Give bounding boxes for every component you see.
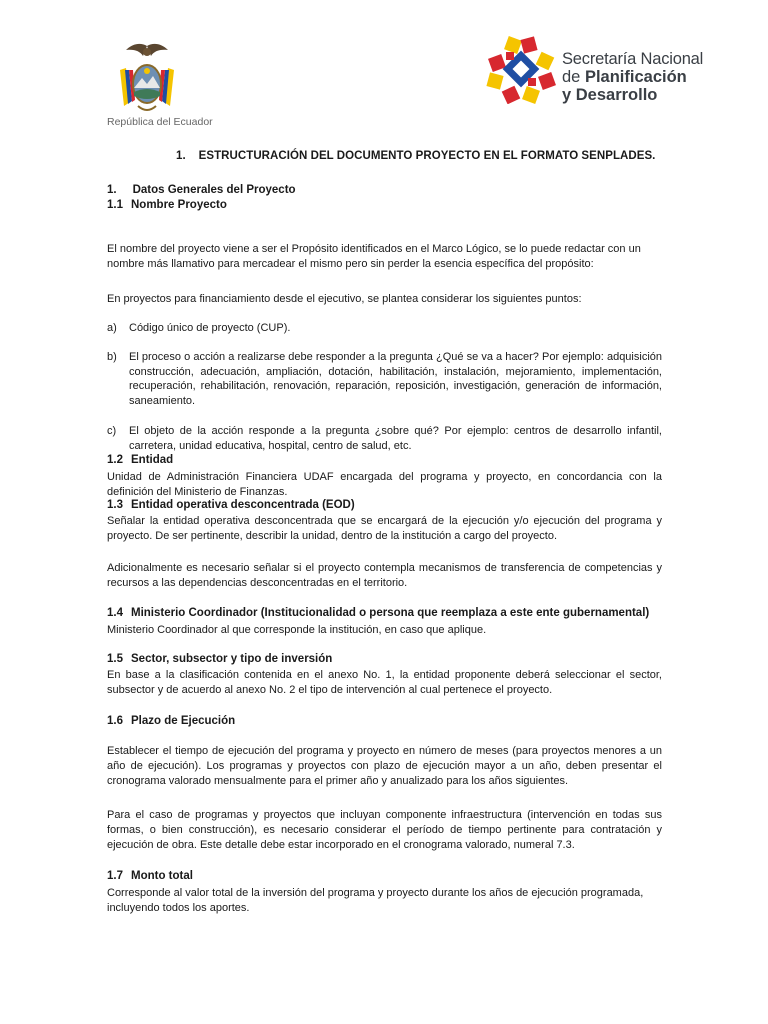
list-text: Código único de proyecto (CUP). (129, 322, 291, 334)
agency-name (562, 50, 703, 104)
list-marker: a) (107, 322, 117, 334)
paragraph-entidad: Unidad de Administración Financiera UDAF encargada del programa y proyecto, en concordancia con la definición del Ministerio de Finanzas. (107, 471, 662, 498)
section-1-heading: 1. Datos Generales del Proyecto (107, 184, 296, 196)
senplades-logo-icon (486, 36, 556, 104)
paragraph-financiamiento: En proyectos para financiamiento desde el ejecutivo, se plantea considerar los siguientes puntos: (107, 293, 582, 305)
agency-line2-prefix: de (562, 68, 581, 86)
section-number: 1.5 (107, 653, 123, 665)
section-number: 1.3 (107, 499, 123, 511)
section-1-3-heading (107, 499, 355, 511)
list-text: El objeto de la acción responde a la pregunta ¿sobre qué? Por ejemplo: centros de desarrollo infantil, carretera, unidad educativa, hospital, centro de salud, etc. (129, 425, 662, 452)
list-marker: b) (107, 351, 117, 363)
document-title: 1. ESTRUCTURACIÓN DEL DOCUMENTO PROYECTO EN EL FORMATO SENPLADES. (176, 150, 656, 162)
section-title: Ministerio Coordinador (Institucionalidad o persona que reemplaza a este ente gubernamental) (131, 607, 650, 619)
section-title: Nombre Proyecto (131, 199, 227, 211)
section-1-6-heading (107, 715, 235, 727)
agency-line2-bold: Planificación (584, 68, 687, 86)
section-number: 1.1 (107, 199, 123, 211)
section-number: 1.6 (107, 715, 123, 727)
coat-of-arms-icon (112, 40, 182, 118)
section-title: Entidad operativa desconcentrada (EOD) (131, 499, 355, 511)
agency-line2 (562, 68, 703, 86)
section-1-4-heading (107, 607, 649, 619)
section-1-7-heading (107, 870, 193, 882)
section-number: 1.4 (107, 607, 123, 619)
section-title: Sector, subsector y tipo de inversión (131, 653, 333, 665)
paragraph-sector: En base a la clasificación contenida en el anexo No. 1, la entidad proponente deberá seleccionar el sector, subsector y de acuerdo al anexo No. 2 el tipo de intervención al cual pertenece el proyecto. (107, 669, 662, 696)
section-title: Plazo de Ejecución (131, 715, 236, 727)
agency-line1: Secretaría Nacional (562, 50, 704, 68)
list-item-a (107, 321, 662, 336)
section-number: 1.7 (107, 870, 123, 882)
section-title: Monto total (131, 870, 193, 882)
agency-line3: y Desarrollo (562, 86, 658, 104)
paragraph-plazo-2: Para el caso de programas y proyectos que incluyan componente infraestructura (intervención en todas sus formas, o bien construcción), es necesario considerar el período de tiempo pertinente para contratación y ejecución de obra. Este detalle debe estar incorporado en el cronograma valorado, numeral 7.3. (107, 809, 662, 851)
section-1-5-heading (107, 653, 332, 665)
republic-label: República del Ecuador (107, 116, 213, 128)
paragraph-eod-1: Señalar la entidad operativa desconcentrada que se encargará de la ejecución y/o ejecución del programa y proyecto. De ser pertinente, describir la unidad, dentro de la institución a cargo del proyecto. (107, 515, 662, 542)
paragraph-ministerio: Ministerio Coordinador al que corresponde la institución, en caso que aplique. (107, 624, 487, 636)
paragraph-monto: Corresponde al valor total de la inversión del programa y proyecto durante los años de ejecución programada, incluyendo todos los aportes. (107, 887, 644, 914)
section-1-1-heading (107, 199, 227, 211)
section-number: 1.2 (107, 454, 123, 466)
section-1-2-heading (107, 454, 173, 466)
list-marker: c) (107, 425, 117, 437)
list-item-b (107, 350, 662, 408)
section-title: Entidad (131, 454, 174, 466)
list-item-c (107, 424, 662, 453)
paragraph-eod-2: Adicionalmente es necesario señalar si el proyecto contempla mecanismos de transferencia de competencias y recursos a las dependencias desconcentradas en el territorio. (107, 562, 662, 589)
paragraph-nombre: El nombre del proyecto viene a ser el Propósito identificados en el Marco Lógico, se lo puede redactar con un nombre más llamativo para mercadear el mismo pero sin perder la esencia específica del propósito: (107, 243, 641, 270)
paragraph-plazo-1: Establecer el tiempo de ejecución del programa y proyecto en número de meses (para proyectos menores a un año de ejecución). Los programas y proyectos con plazo de ejecución mayor a un año, deben presentar el cronograma valorado mensualmente para el primer año y anualizado para los años siguientes. (107, 745, 662, 787)
list-text: El proceso o acción a realizarse debe responder a la pregunta ¿Qué se va a hacer? Por ejemplo: adquisición construcción, adecuación, ampliación, dotación, habilitación, instalación, mejoramiento, implementación, recuperación, rehabilitación, renovación, reparación, reposición, investigación, generación de información, saneamiento. (129, 351, 662, 407)
